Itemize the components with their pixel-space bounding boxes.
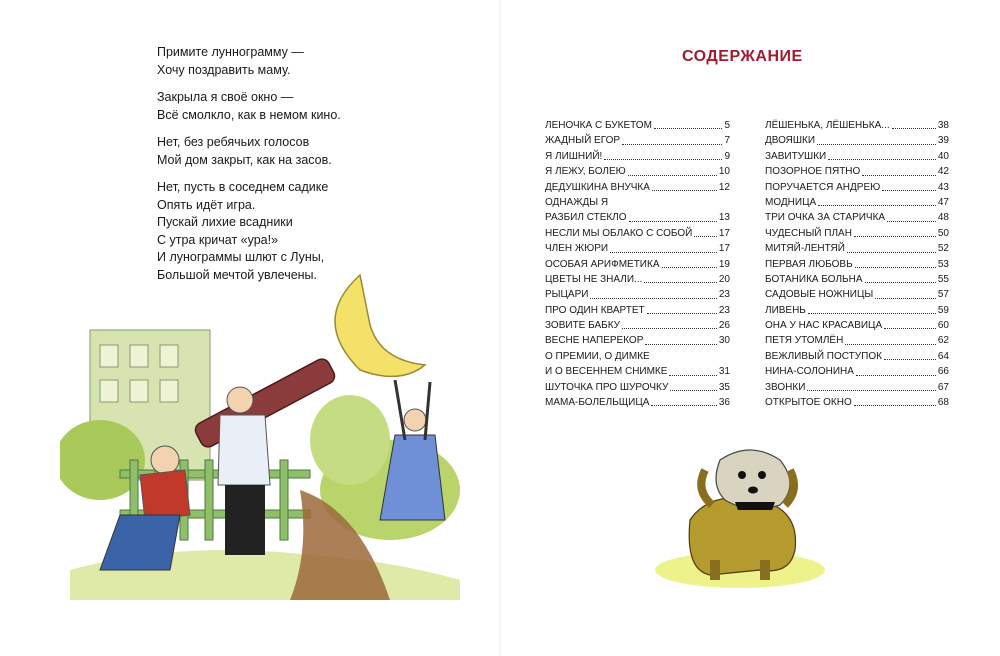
- toc-entry: [765, 272, 949, 287]
- dog-head: [716, 450, 790, 509]
- toc-entry: [545, 195, 730, 210]
- toc-entry-page: 23: [718, 289, 730, 301]
- toc-entry-title: ЗВОНКИ: [765, 381, 806, 393]
- toc-leader-dots: [670, 390, 717, 391]
- toc-entry-title: ЛЁШЕНЬКА, ЛЁШЕНЬКА...: [765, 119, 890, 131]
- toc-entry-title: ОНА У НАС КРАСАВИЦА: [765, 320, 883, 332]
- toc-entry: [765, 133, 949, 148]
- toc-entry: [765, 333, 949, 348]
- poem-line: Примите луннограмму —: [157, 45, 304, 59]
- toc-entry-page: 43: [937, 181, 949, 193]
- poem-line: Хочу поздравить маму.: [157, 62, 291, 77]
- toc-leader-dots: [644, 282, 716, 283]
- toc-entry: [545, 318, 730, 333]
- toc-entry-page: 13: [718, 212, 730, 224]
- toc-entry-page: 35: [718, 381, 730, 393]
- poem-line: Опять идёт игра.: [157, 197, 256, 212]
- toc-leader-dots: [694, 236, 717, 237]
- toc-entry: [545, 333, 730, 348]
- toc-entry: [765, 364, 949, 379]
- toc-leader-dots: [808, 313, 936, 314]
- toc-entry-title: ПОЗОРНОЕ ПЯТНО: [765, 166, 861, 178]
- toc-leader-dots: [884, 328, 936, 329]
- toc-entry: [545, 303, 730, 318]
- toc-leader-dots: [817, 144, 936, 145]
- toc-entry-page: 23: [718, 304, 730, 316]
- toc-entry: [545, 364, 730, 379]
- toc-entry-title: ВЕСНЕ НАПЕРЕКОР: [545, 335, 644, 347]
- toc-entry-title: РАЗБИЛ СТЕКЛО: [545, 212, 627, 224]
- toc-leader-dots: [855, 267, 936, 268]
- toc-entry-page: 38: [937, 119, 949, 131]
- toc-leader-dots: [651, 405, 716, 406]
- toc-entry-title: ДЕДУШКИНА ВНУЧКА: [545, 181, 650, 193]
- toc-entry-title: ТРИ ОЧКА ЗА СТАРИЧКА: [765, 212, 886, 224]
- toc-leader-dots: [875, 298, 936, 299]
- toc-entry-page: 40: [937, 150, 949, 162]
- toc-entry: [765, 241, 949, 256]
- boy-head: [227, 387, 253, 413]
- toc-leader-dots: [854, 236, 936, 237]
- toc-entry: [765, 395, 949, 410]
- toc-leader-dots: [654, 128, 723, 129]
- dog-collar: [735, 502, 775, 510]
- toc-entry-page: 64: [937, 350, 949, 362]
- toc-entry: [765, 180, 949, 195]
- poem-line: Закрыла я своё окно —: [157, 90, 294, 104]
- toc-entry-title: САДОВЫЕ НОЖНИЦЫ: [765, 289, 874, 301]
- tree-shape: [310, 395, 390, 485]
- toc-entry: [765, 226, 949, 241]
- toc-entry-page: 17: [718, 243, 730, 255]
- kids-telescope-illustration: [60, 270, 460, 600]
- moon-shape: [335, 275, 425, 376]
- toc-leader-dots: [828, 159, 936, 160]
- toc-entry: [545, 210, 730, 225]
- toc-entry: [545, 226, 730, 241]
- toc-column-right: [765, 118, 949, 410]
- toc-entry-page: 31: [718, 366, 730, 378]
- toc-entry: [545, 164, 730, 179]
- toc-entry-title: ОТКРЫТОЕ ОКНО: [765, 397, 852, 409]
- toc-entry-title: ЗАВИТУШКИ: [765, 150, 827, 162]
- toc-leader-dots: [865, 282, 936, 283]
- toc-entry-title: Я ЛЕЖУ, БОЛЕЮ: [545, 166, 626, 178]
- toc-entry-page: 20: [718, 273, 730, 285]
- girl-head: [404, 409, 426, 431]
- toc-entry: [545, 395, 730, 410]
- toc-entry-title: РЫЦАРИ: [545, 289, 589, 301]
- poem-line: Большой мечтой увлечены.: [157, 267, 318, 282]
- toc-entry: [765, 287, 949, 302]
- toc-entry-page: 66: [937, 366, 949, 378]
- boy-shirt: [140, 470, 190, 520]
- toc-entry-page: 57: [937, 289, 949, 301]
- toc-leader-dots: [807, 390, 935, 391]
- toc-entry: [765, 210, 949, 225]
- toc-entry-page: 10: [718, 166, 730, 178]
- toc-entry: [545, 287, 730, 302]
- toc-entry: [765, 303, 949, 318]
- toc-leader-dots: [590, 298, 716, 299]
- toc-entry-title: ЖАДНЫЙ ЕГОР: [545, 135, 621, 147]
- toc-entry-page: 26: [718, 320, 730, 332]
- toc-entry-title: ЧЛЕН ЖЮРИ: [545, 243, 609, 255]
- boy-trousers: [225, 485, 265, 555]
- toc-leader-dots: [892, 128, 936, 129]
- toc-entry-page: 9: [724, 150, 730, 162]
- toc-title: СОДЕРЖАНИЕ: [682, 48, 803, 65]
- toc-entry-title: НИНА-СОЛОНИНА: [765, 366, 854, 378]
- toc-entry: [765, 118, 949, 133]
- toc-leader-dots: [669, 375, 716, 376]
- toc-entry-title: БОТАНИКА БОЛЬНА: [765, 273, 863, 285]
- toc-entry-page: 39: [937, 135, 949, 147]
- toc-leader-dots: [647, 313, 717, 314]
- dog-illustration: [650, 430, 830, 595]
- toc-leader-dots: [887, 221, 936, 222]
- toc-entry: [545, 380, 730, 395]
- toc-column-left: [545, 118, 730, 410]
- toc-entry: [765, 149, 949, 164]
- toc-entry: [765, 318, 949, 333]
- toc-entry: [765, 349, 949, 364]
- toc-entry-page: 68: [937, 397, 949, 409]
- toc-leader-dots: [818, 205, 936, 206]
- toc-entry-title: ОСОБАЯ АРИФМЕТИКА: [545, 258, 660, 270]
- poem-text: [157, 44, 487, 294]
- poem-stanza: [157, 179, 487, 284]
- toc-entry: [545, 257, 730, 272]
- poem-line: Нет, без ребячьих голосов: [157, 135, 310, 149]
- toc-entry: [545, 118, 730, 133]
- toc-entry-page: 7: [724, 135, 730, 147]
- toc-entry: [765, 164, 949, 179]
- toc-leader-dots: [856, 375, 936, 376]
- toc-entry-page: 17: [718, 227, 730, 239]
- poem-line: Всё смолкло, как в немом кино.: [157, 107, 341, 122]
- boy-head: [151, 446, 179, 474]
- toc-leader-dots: [604, 159, 722, 160]
- toc-entry: [545, 180, 730, 195]
- toc-entry-title: ПЕРВАЯ ЛЮБОВЬ: [765, 258, 853, 270]
- toc-entry: [545, 133, 730, 148]
- toc-entry-title: ДВОЯШКИ: [765, 135, 816, 147]
- boy-shirt: [218, 415, 270, 485]
- toc-entry-title: МОДНИЦА: [765, 196, 817, 208]
- toc-entry-page: 19: [718, 258, 730, 270]
- toc-entry-title: ЧУДЕСНЫЙ ПЛАН: [765, 227, 852, 239]
- toc-entry-page: 42: [937, 166, 949, 178]
- poem-stanza: [157, 89, 487, 124]
- poem-stanza: [157, 134, 487, 169]
- toc-leader-dots: [652, 190, 717, 191]
- toc-leader-dots: [629, 221, 717, 222]
- toc-entry-title: ОДНАЖДЫ Я: [545, 196, 609, 208]
- toc-leader-dots: [854, 405, 936, 406]
- poem-stanza: [157, 44, 487, 79]
- toc-entry: [765, 257, 949, 272]
- toc-entry: [545, 349, 730, 364]
- toc-entry-title: ЛЕНОЧКА С БУКЕТОМ: [545, 119, 652, 131]
- toc-entry-title: ПЕТЯ УТОМЛЁН: [765, 335, 844, 347]
- toc-entry-title: МИТЯЙ-ЛЕНТЯЙ: [765, 243, 845, 255]
- toc-entry-page: 52: [937, 243, 949, 255]
- toc-leader-dots: [884, 359, 936, 360]
- toc-entry-page: 50: [937, 227, 949, 239]
- toc-entry-page: 5: [724, 119, 730, 131]
- toc-entry: [765, 380, 949, 395]
- toc-entry-page: 62: [937, 335, 949, 347]
- toc-entry-page: 55: [937, 273, 949, 285]
- poem-line: И лунограммы шлют с Луны,: [157, 250, 325, 264]
- toc-leader-dots: [645, 344, 717, 345]
- toc-entry-title: ЛИВЕНЬ: [765, 304, 806, 316]
- toc-entry-page: 12: [718, 181, 730, 193]
- toc-leader-dots: [622, 328, 717, 329]
- toc-entry-page: 48: [937, 212, 949, 224]
- toc-entry: [545, 149, 730, 164]
- book-gutter: [499, 0, 501, 656]
- poem-line: Пускай лихие всадники: [157, 215, 293, 229]
- toc-entry-title: ЗОВИТЕ БАБКУ: [545, 320, 620, 332]
- toc-entry-title: И О ВЕСЕННЕМ СНИМКЕ: [545, 366, 668, 378]
- toc-leader-dots: [662, 267, 717, 268]
- toc-entry-title: Я ЛИШНИЙ!: [545, 150, 603, 162]
- toc-leader-dots: [628, 175, 717, 176]
- toc-entry-title: ПРО ОДИН КВАРТЕТ: [545, 304, 645, 316]
- toc-entry-page: 47: [937, 196, 949, 208]
- toc-entry: [545, 241, 730, 256]
- toc-entry-title: О ПРЕМИИ, О ДИМКЕ: [545, 350, 650, 362]
- toc-entry-page: 36: [718, 397, 730, 409]
- toc-entry-title: ЦВЕТЫ НЕ ЗНАЛИ...: [545, 273, 643, 285]
- toc-entry-page: 30: [718, 335, 730, 347]
- toc-leader-dots: [862, 175, 936, 176]
- toc-leader-dots: [882, 190, 936, 191]
- toc-entry-title: ПОРУЧАЕТСЯ АНДРЕЮ: [765, 181, 881, 193]
- toc-entry-page: 67: [937, 381, 949, 393]
- toc-leader-dots: [622, 144, 722, 145]
- toc-leader-dots: [845, 344, 936, 345]
- poem-line: Нет, пусть в соседнем садике: [157, 180, 329, 194]
- toc-leader-dots: [610, 252, 717, 253]
- toc-entry-page: 59: [937, 304, 949, 316]
- toc-entry: [765, 195, 949, 210]
- toc-entry-title: ВЕЖЛИВЫЙ ПОСТУПОК: [765, 350, 882, 362]
- poem-line: С утра кричат «ура!»: [157, 232, 279, 247]
- boy-trousers: [100, 515, 180, 570]
- toc-entry: [545, 272, 730, 287]
- poem-line: Мой дом закрыт, как на засов.: [157, 152, 332, 167]
- toc-entry-title: МАМА-БОЛЕЛЬЩИЦА: [545, 397, 650, 409]
- toc-leader-dots: [847, 252, 936, 253]
- toc-entry-page: 60: [937, 320, 949, 332]
- toc-entry-title: ШУТОЧКА ПРО ШУРОЧКУ: [545, 381, 669, 393]
- toc-entry-title: НЕСЛИ МЫ ОБЛАКО С СОБОЙ: [545, 227, 693, 239]
- toc-entry-page: 53: [937, 258, 949, 270]
